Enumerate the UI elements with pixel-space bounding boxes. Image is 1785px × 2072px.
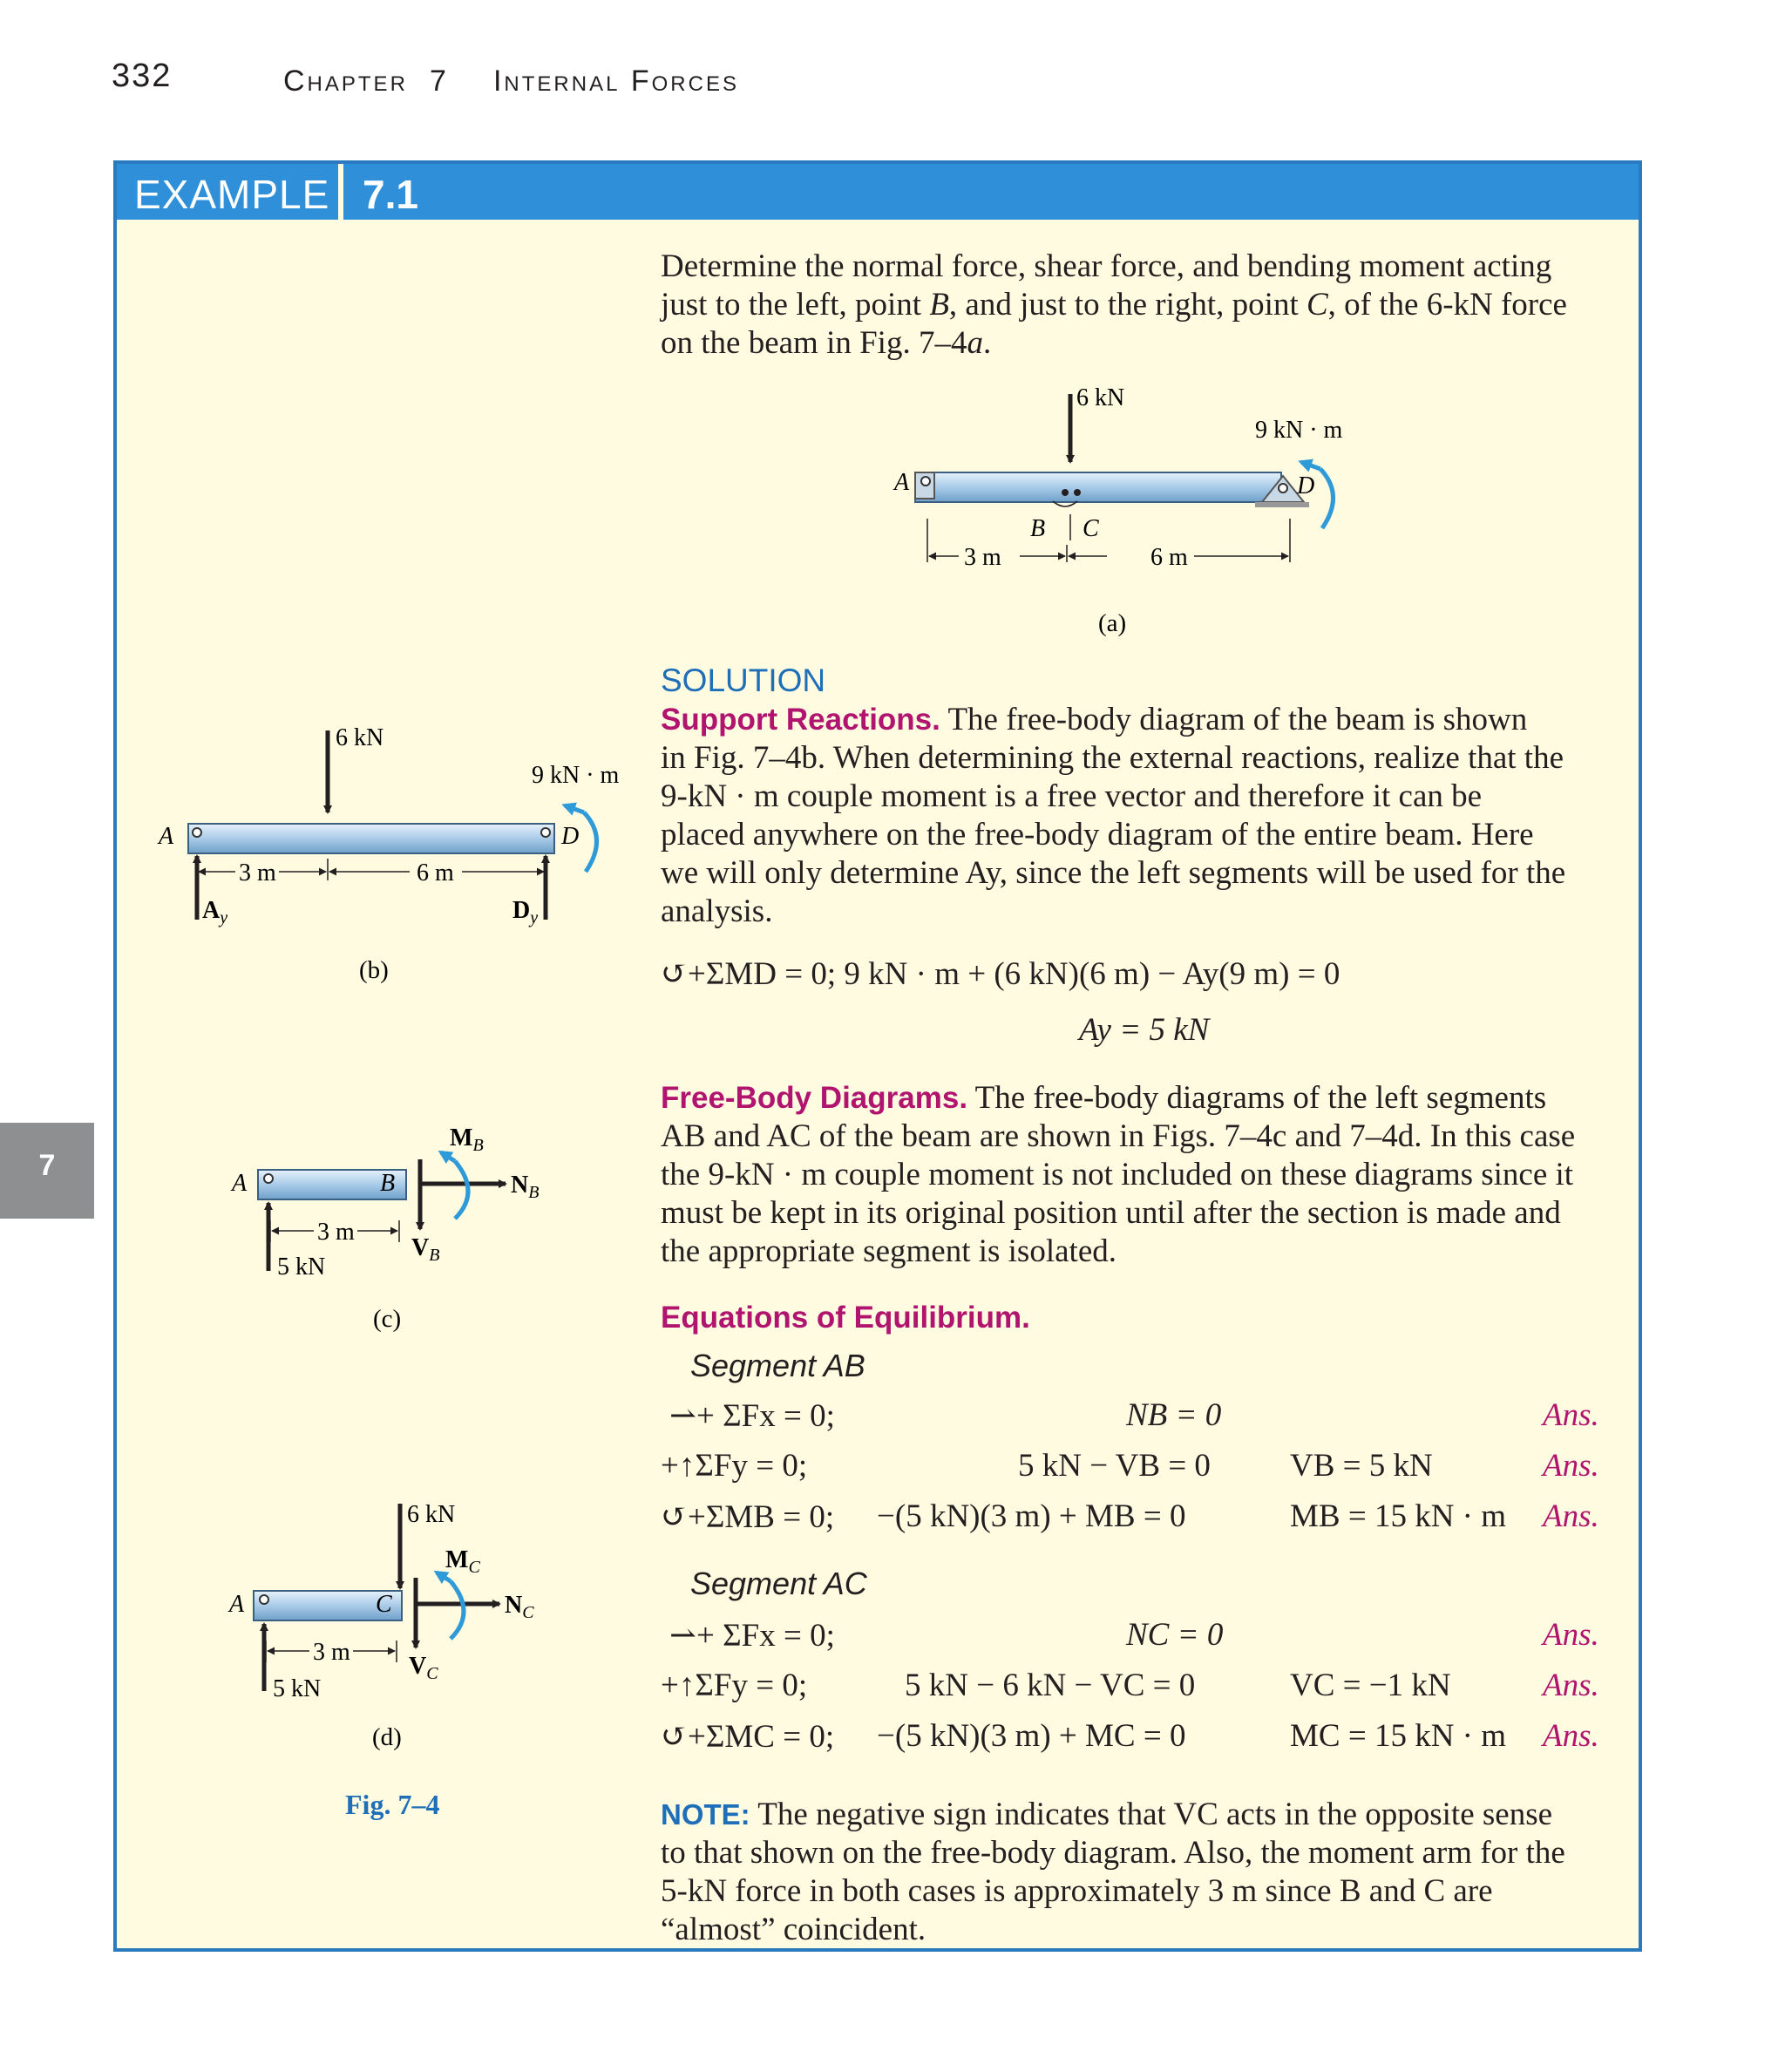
problem-statement: Determine the normal force, shear force, and bending moment acting just to the left, point B, and just to the right, point C, of the 6-kN force on the beam in Fig. 7–4a. [661, 248, 1567, 361]
ab-fy-ans: Ans. [1543, 1448, 1599, 1484]
svg-text:D: D [1297, 472, 1315, 499]
moment-label: 9 kN · m [1255, 417, 1343, 444]
reaction-ay-result: Ay = 5 kN [1079, 1012, 1210, 1048]
free-body-diagrams-paragraph: Free-Body Diagrams. The free-body diagrams of the left segments AB and AC of the beam are shown in Figs. 7–4c and 7–4d. In this case the 9-kN · m couple moment is not included on these diagrams since it must be kept in its original position until after the section is made and the appropriate segment is isolated. [661, 1080, 1576, 1269]
ab-fx-ans: Ans. [1543, 1397, 1599, 1433]
svg-text:B: B [380, 1170, 396, 1197]
svg-text:VC: $V_C$ [409, 1653, 438, 1683]
ac-m-label: ↺+ΣMC = 0; [661, 1719, 835, 1755]
svg-text:C: C [376, 1591, 392, 1618]
svg-text:A: A [894, 469, 910, 496]
chapter-side-tab: 7 [0, 1123, 94, 1219]
figure-a-caption: (a) [1098, 609, 1127, 637]
svg-text:B: B [1030, 515, 1046, 542]
ac-fx-ans: Ans. [1543, 1617, 1599, 1653]
figure-b-fbd [148, 715, 636, 1002]
svg-text:3 m: 3 m [964, 544, 1001, 571]
svg-text:5 kN: 5 kN [273, 1675, 322, 1702]
ab-fy-eq: 5 kN − VB = 0 [1018, 1448, 1211, 1484]
svg-text:D: D [561, 823, 580, 850]
ac-fy-eq: 5 kN − 6 kN − VC = 0 [905, 1668, 1196, 1703]
svg-text:Dy: $D_y$ [512, 897, 539, 927]
ab-m-ans: Ans. [1543, 1498, 1599, 1534]
figure-c-caption: (c) [373, 1305, 402, 1333]
svg-text:9 kN · m: 9 kN · m [532, 762, 620, 789]
example-label: EXAMPLE [134, 172, 330, 217]
svg-text:C: C [1083, 515, 1099, 542]
ab-fy-res: VB = 5 kN [1290, 1448, 1433, 1484]
force-label: 6 kN [1076, 384, 1125, 411]
svg-text:NB: $N_B$ [511, 1172, 540, 1202]
svg-text:A: A [159, 823, 174, 850]
svg-text:5 kN: 5 kN [277, 1253, 326, 1281]
solution-heading: SOLUTION [661, 662, 826, 698]
ab-m-label: ↺+ΣMB = 0; [661, 1499, 835, 1535]
chapter-word: Chapter [283, 65, 408, 98]
svg-text:3 m: 3 m [317, 1219, 355, 1246]
ac-fx-label: ⇀+ ΣFx = 0; [669, 1618, 835, 1654]
moment-arrow-curve [1320, 469, 1334, 528]
svg-text:NC: $N_C$ [505, 1592, 534, 1622]
ac-m-ans: Ans. [1543, 1718, 1599, 1754]
svg-text:Ay: $A_y$ [202, 897, 228, 927]
svg-text:VB: $V_B$ [411, 1234, 440, 1265]
equilibrium-heading: Equations of Equilibrium. [661, 1301, 1030, 1335]
svg-text:3 m: 3 m [313, 1639, 350, 1666]
beam [915, 472, 1281, 502]
figure-caption: Fig. 7–4 [345, 1789, 440, 1820]
ac-fy-label: +↑ΣFy = 0; [661, 1668, 808, 1703]
running-header [283, 65, 739, 99]
segment-ac-label: Segment AC [690, 1566, 867, 1601]
figure-b-caption: (b) [359, 956, 389, 984]
chapter-number: 7 [429, 65, 449, 98]
svg-text:6 kN: 6 kN [336, 724, 384, 751]
moment-equation-d: ↺+ΣMD = 0; 9 kN · m + (6 kN)(6 m) − Ay(9 m) = 0 [661, 956, 1340, 992]
example-divider [338, 164, 343, 220]
ab-m-eq: −(5 kN)(3 m) + MB = 0 [877, 1498, 1186, 1534]
figure-d-caption: (d) [372, 1723, 402, 1751]
ac-m-eq: −(5 kN)(3 m) + MC = 0 [877, 1718, 1186, 1754]
ac-fx-eq: NC = 0 [1126, 1617, 1224, 1653]
example-number: 7.1 [363, 172, 418, 217]
chapter-title: Internal Forces [492, 65, 739, 98]
svg-text:A: A [229, 1591, 245, 1618]
ab-fy-label: +↑ΣFy = 0; [661, 1448, 808, 1484]
page-number: 332 [112, 58, 173, 94]
ac-m-res: MC = 15 kN · m [1290, 1718, 1507, 1754]
svg-text:MC: $M_C$ [445, 1546, 480, 1577]
note-paragraph: NOTE: The negative sign indicates that VC acts in the opposite sense to that shown on the free-body diagram. Also, the moment arm for the 5-kN force in both cases is approximately 3 m since B and C are “almost” coincident. [661, 1797, 1565, 1947]
figure-a-beam [880, 375, 1368, 645]
svg-text:MB: $M_B$ [450, 1124, 484, 1155]
svg-text:A: A [232, 1170, 248, 1197]
svg-text:3 m: 3 m [239, 859, 276, 887]
figure-d-segment-ac [222, 1491, 571, 1770]
svg-text:6 m: 6 m [1150, 544, 1188, 571]
ab-fx-label: ⇀+ ΣFx = 0; [669, 1398, 835, 1434]
segment-ab-label: Segment AB [690, 1348, 865, 1383]
ab-m-res: MB = 15 kN · m [1290, 1498, 1507, 1534]
ab-fx-eq: NB = 0 [1126, 1397, 1222, 1433]
svg-text:6 m: 6 m [417, 859, 454, 887]
svg-text:6 kN: 6 kN [407, 1501, 456, 1528]
figure-c-segment-ab [227, 1124, 575, 1342]
support-reactions-paragraph: Support Reactions. The free-body diagram of the beam is shown in Fig. 7–4b. When determining the external reactions, realize that the 9-kN · m couple moment is a free vector and therefore it can be placed anywhere on the free-body diagram of the entire beam. Here we will only determine Ay, since the left segments will be used for the analysis. [661, 702, 1566, 929]
example-header [117, 164, 1639, 220]
ac-fy-ans: Ans. [1543, 1668, 1599, 1703]
ac-fy-res: VC = −1 kN [1290, 1668, 1451, 1703]
